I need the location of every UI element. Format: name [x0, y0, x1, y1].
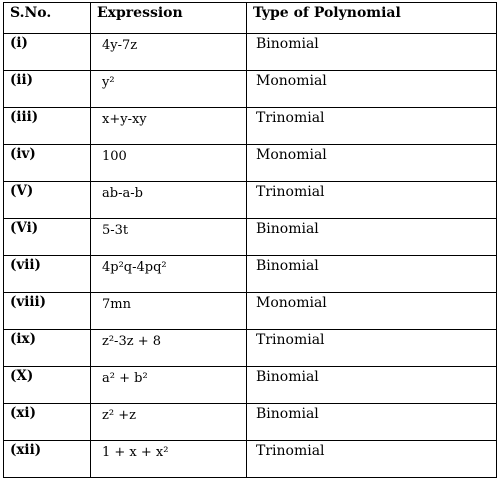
cell-expression: 4y-7z: [91, 34, 247, 71]
cell-expression: 100: [91, 145, 247, 182]
cell-sno: (ix): [4, 330, 91, 367]
cell-expression: 1 + x + x²: [91, 441, 247, 478]
table-row: [4, 182, 497, 219]
cell-type: Binomial: [247, 404, 497, 441]
cell-type: Trinomial: [247, 182, 497, 219]
cell-type: Binomial: [247, 256, 497, 293]
cell-type: Monomial: [247, 145, 497, 182]
header-sno: S.No.: [4, 3, 91, 34]
cell-sno: (X): [4, 367, 91, 404]
cell-type: Binomial: [247, 34, 497, 71]
table-row: [4, 404, 497, 441]
cell-sno: (V): [4, 182, 91, 219]
cell-sno: (xi): [4, 404, 91, 441]
table-row: [4, 293, 497, 330]
cell-sno: (vii): [4, 256, 91, 293]
cell-expression: z²-3z + 8: [91, 330, 247, 367]
cell-sno: (iii): [4, 108, 91, 145]
cell-type: Trinomial: [247, 108, 497, 145]
cell-type: Monomial: [247, 293, 497, 330]
cell-type: Monomial: [247, 71, 497, 108]
cell-expression: y²: [91, 71, 247, 108]
table-row: [4, 256, 497, 293]
table-row: [4, 367, 497, 404]
table-row: [4, 330, 497, 367]
header-type: Type of Polynomial: [247, 3, 497, 34]
table-row: [4, 34, 497, 71]
cell-type: Binomial: [247, 219, 497, 256]
table-row: [4, 145, 497, 182]
cell-expression: ab-a-b: [91, 182, 247, 219]
cell-sno: (iv): [4, 145, 91, 182]
cell-expression: z² +z: [91, 404, 247, 441]
cell-sno: (viii): [4, 293, 91, 330]
cell-sno: (i): [4, 34, 91, 71]
cell-expression: 4p²q-4pq²: [91, 256, 247, 293]
table-row: [4, 108, 497, 145]
cell-expression: x+y-xy: [91, 108, 247, 145]
table-header-row: [4, 3, 497, 34]
cell-sno: (ii): [4, 71, 91, 108]
cell-type: Trinomial: [247, 330, 497, 367]
header-expression: Expression: [91, 3, 247, 34]
cell-expression: a² + b²: [91, 367, 247, 404]
table-row: [4, 71, 497, 108]
cell-expression: 7mn: [91, 293, 247, 330]
cell-type: Binomial: [247, 367, 497, 404]
cell-type: Trinomial: [247, 441, 497, 478]
cell-expression: 5-3t: [91, 219, 247, 256]
cell-sno: (xii): [4, 441, 91, 478]
cell-sno: (Vi): [4, 219, 91, 256]
polynomial-table: [3, 2, 497, 478]
table-row: [4, 219, 497, 256]
table-row: [4, 441, 497, 478]
